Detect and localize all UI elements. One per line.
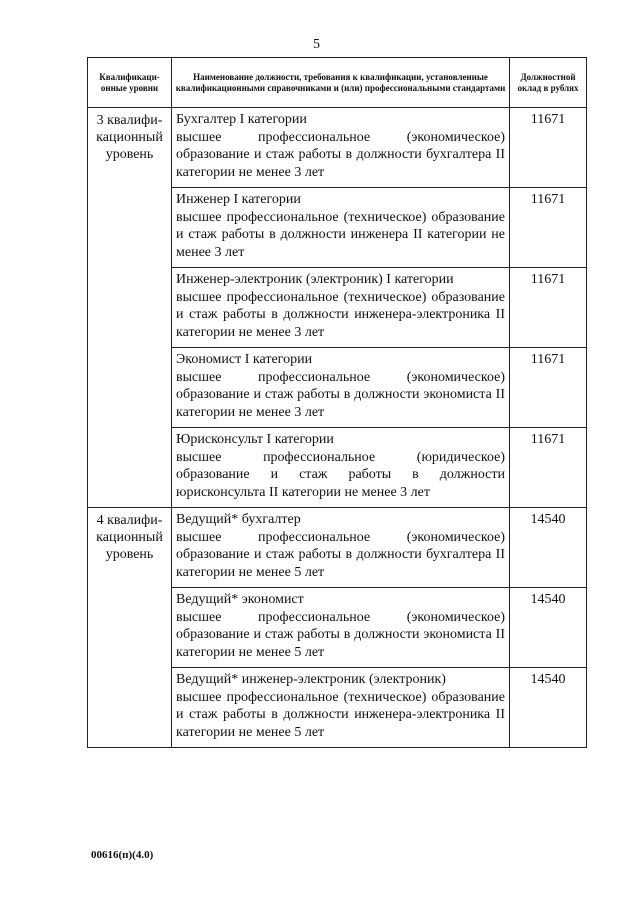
position-cell — [172, 668, 510, 748]
position-requirements: высшее профессиональное (техническое) образование и стаж работы в должности инженера II категории не менее 3 лет — [176, 209, 505, 260]
salary-cell: 11671 — [510, 268, 587, 348]
position-requirements: высшее профессиональное (экономическое) образование и стаж работы в должности экономиста II категории не менее 5 лет — [176, 609, 505, 660]
document-code: 00616(п)(4.0) — [91, 849, 154, 861]
table-row — [88, 508, 587, 588]
position-cell — [172, 428, 510, 508]
position-requirements: высшее профессиональное (юридическое) образование и стаж работы в должности юрисконсульта II категории не менее 3 лет — [176, 449, 505, 500]
position-title: Ведущий* инженер-электроник (электроник) — [176, 672, 446, 687]
salary-cell: 11671 — [510, 188, 587, 268]
position-title: Ведущий* бухгалтер — [176, 512, 301, 527]
salary-cell: 14540 — [510, 588, 587, 668]
table-header-row — [88, 58, 587, 108]
salary-cell: 11671 — [510, 108, 587, 188]
position-title: Юрисконсульт I категории — [176, 432, 334, 447]
page-number: 5 — [313, 37, 320, 52]
position-requirements: высшее профессиональное (экономическое) образование и стаж работы в должности бухгалтера II категории не менее 3 лет — [176, 129, 505, 180]
position-cell — [172, 588, 510, 668]
position-cell — [172, 108, 510, 188]
position-requirements: высшее профессиональное (экономическое) образование и стаж работы в должности бухгалтера II категории не менее 5 лет — [176, 529, 505, 580]
table-row — [88, 108, 587, 188]
level-cell: 4 квалифи-кационный уровень — [88, 508, 172, 748]
position-title: Инженер-электроник (электроник) I категории — [176, 272, 454, 287]
position-requirements: высшее профессиональное (экономическое) образование и стаж работы в должности экономиста II категории не менее 3 лет — [176, 369, 505, 420]
level-cell: 3 квалифи-кационный уровень — [88, 108, 172, 508]
header-level: Квалификаци-онные уровни — [88, 58, 172, 108]
position-requirements: высшее профессиональное (техническое) образование и стаж работы в должности инженера-электроника II категории не менее 3 лет — [176, 289, 505, 340]
salary-cell: 11671 — [510, 348, 587, 428]
position-title: Инженер I категории — [176, 192, 301, 207]
salary-cell: 14540 — [510, 668, 587, 748]
position-cell — [172, 188, 510, 268]
position-title: Ведущий* экономист — [176, 592, 304, 607]
header-position: Наименование должности, требования к квалификации, установленные квалификационными справочниками и (или) профессиональными стандартами — [172, 58, 510, 108]
header-salary: Должностной оклад в рублях — [510, 58, 587, 108]
position-cell — [172, 268, 510, 348]
position-requirements: высшее профессиональное (техническое) образование и стаж работы в должности инженера-электроника II категории не менее 5 лет — [176, 689, 505, 740]
salary-cell: 14540 — [510, 508, 587, 588]
position-cell — [172, 508, 510, 588]
salary-table — [87, 57, 587, 748]
salary-cell: 11671 — [510, 428, 587, 508]
position-title: Экономист I категории — [176, 352, 313, 367]
position-cell — [172, 348, 510, 428]
position-title: Бухгалтер I категории — [176, 112, 307, 127]
